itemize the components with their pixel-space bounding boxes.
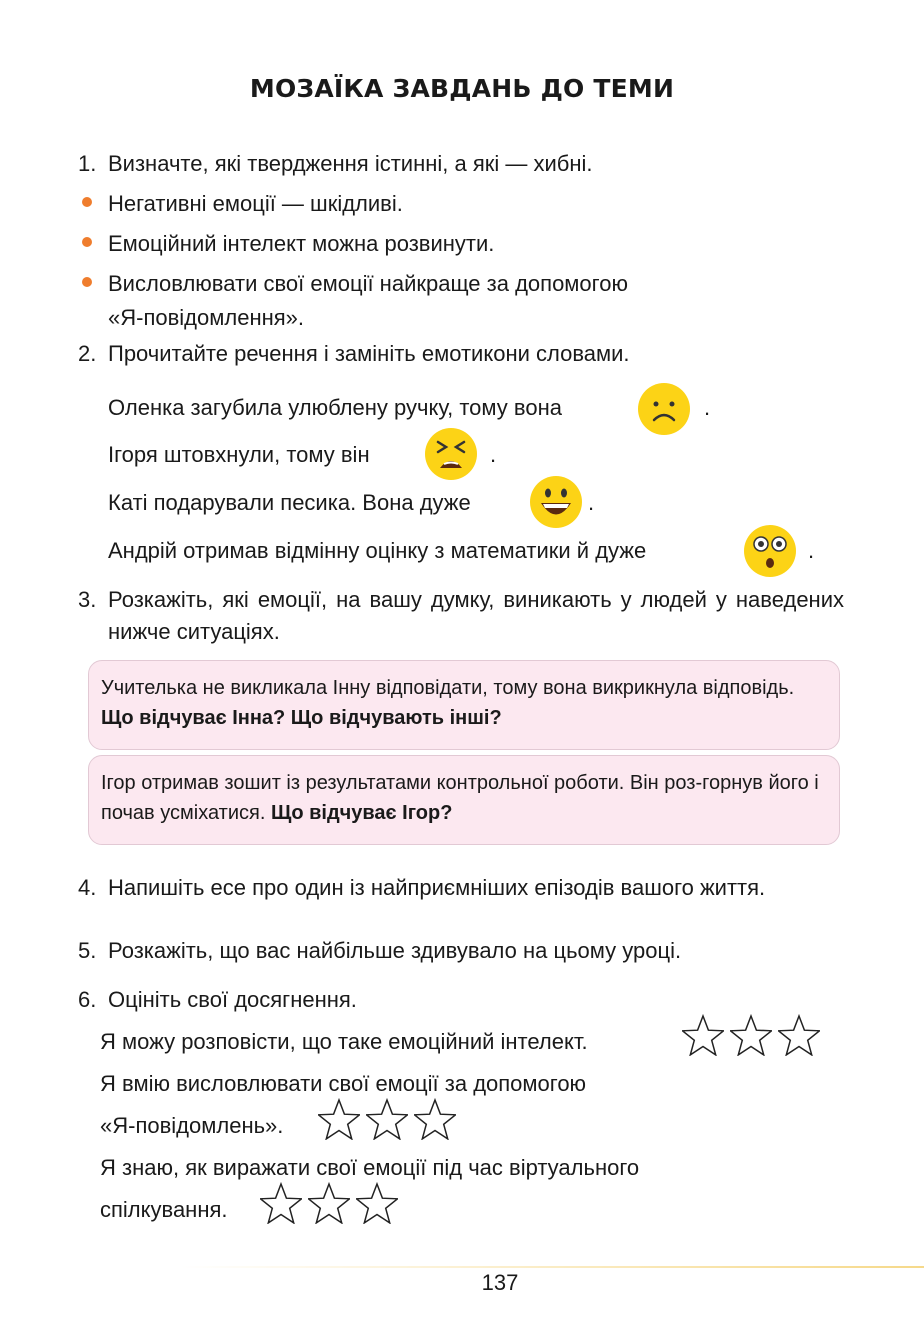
task-2-text: Прочитайте речення і замініть емотикони словами. xyxy=(108,341,630,366)
sentence-4-end: . xyxy=(808,538,815,563)
sentence-3: Каті подарували песика. Вона дуже xyxy=(108,490,471,515)
situation-1-question: Що відчуває Інна? Що відчувають інші? xyxy=(101,707,502,729)
self-assessment-3: Я знаю, як виражати свої емоції під час віртуального xyxy=(100,1155,640,1180)
sentence-4: Андрій отримав відмінну оцінку з математики й дуже xyxy=(108,538,647,563)
sentence-1: Оленка загубила улюблену ручку, тому вона xyxy=(108,395,562,420)
task-3-number: 3. xyxy=(78,587,97,612)
self-assessment-3-cont: спілкування. xyxy=(100,1197,228,1222)
task-5-text: Розкажіть, що вас найбільше здивувало на цьому уроці. xyxy=(108,938,682,963)
bullet-marker xyxy=(82,237,92,247)
star-outline-icon[interactable] xyxy=(260,1182,302,1224)
self-assessment-2-cont: «Я-повідомлень». xyxy=(100,1113,284,1138)
task-1-bullet-3: Висловлювати свої емоції найкраще за допомогою xyxy=(108,271,628,296)
star-outline-icon[interactable] xyxy=(682,1014,724,1056)
star-outline-icon[interactable] xyxy=(308,1182,350,1224)
star-outline-icon[interactable] xyxy=(318,1098,360,1140)
situation-2-question: Що відчуває Ігор? xyxy=(270,802,453,824)
sentence-2-end: . xyxy=(490,442,497,467)
grinning-face-icon xyxy=(530,476,582,528)
page-number: 137 xyxy=(481,1270,519,1295)
task-4-number: 4. xyxy=(78,875,97,900)
star-outline-icon[interactable] xyxy=(730,1014,772,1056)
star-outline-icon[interactable] xyxy=(366,1098,408,1140)
bullet-marker xyxy=(82,277,92,287)
task-1-text: Визначте, які твердження істинні, а які — хибні. xyxy=(108,151,593,176)
task-1-bullet-2: Емоційний інтелект можна розвинути. xyxy=(108,231,495,256)
astonished-face-icon xyxy=(744,525,796,577)
star-outline-icon[interactable] xyxy=(414,1098,456,1140)
situation-box-1 xyxy=(88,660,840,750)
task-1-bullet-1: Негативні емоції — шкідливі. xyxy=(108,191,403,216)
task-3-text: Розкажіть, які емоції, на вашу думку, виникають у людей у наведених нижче ситуаціях. xyxy=(108,587,844,644)
task-6-number: 6. xyxy=(78,987,97,1012)
situation-1-text: Учителька не викликала Інну відповідати, тому вона викрикнула відповідь. xyxy=(101,677,795,699)
tired-face-icon xyxy=(425,428,477,480)
rating-stars-3[interactable] xyxy=(260,1182,398,1224)
task-5-number: 5. xyxy=(78,938,97,963)
task-2-number: 2. xyxy=(78,341,97,366)
task-1-number: 1. xyxy=(78,151,97,176)
sentence-3-end: . xyxy=(588,490,595,515)
task-6-text: Оцініть свої досягнення. xyxy=(108,987,357,1012)
star-outline-icon[interactable] xyxy=(356,1182,398,1224)
sentence-2: Ігоря штовхнули, тому він xyxy=(108,442,370,467)
self-assessment-2: Я вмію висловлювати свої емоції за допомогою xyxy=(100,1071,587,1096)
bullet-marker xyxy=(82,197,92,207)
rating-stars-1[interactable] xyxy=(682,1014,820,1056)
self-assessment-1: Я можу розповісти, що таке емоційний інтелект. xyxy=(100,1029,588,1054)
task-4-text: Напишіть есе про один із найприємніших епізодів вашого життя. xyxy=(108,875,766,900)
star-outline-icon[interactable] xyxy=(778,1014,820,1056)
task-1-bullet-3-cont: «Я-повідомлення». xyxy=(108,305,305,330)
page-title: МОЗАЇКА ЗАВДАНЬ ДО ТЕМИ xyxy=(249,74,675,103)
rating-stars-2[interactable] xyxy=(318,1098,456,1140)
footer-divider xyxy=(180,1266,924,1268)
sentence-1-end: . xyxy=(704,395,711,420)
situation-box-2 xyxy=(88,755,840,845)
situation-2-text: Ігор отримав зошит із результатами контрольної роботи. Він роз-горнув його і почав усміхатися. xyxy=(101,772,819,824)
sad-face-icon xyxy=(638,383,690,435)
